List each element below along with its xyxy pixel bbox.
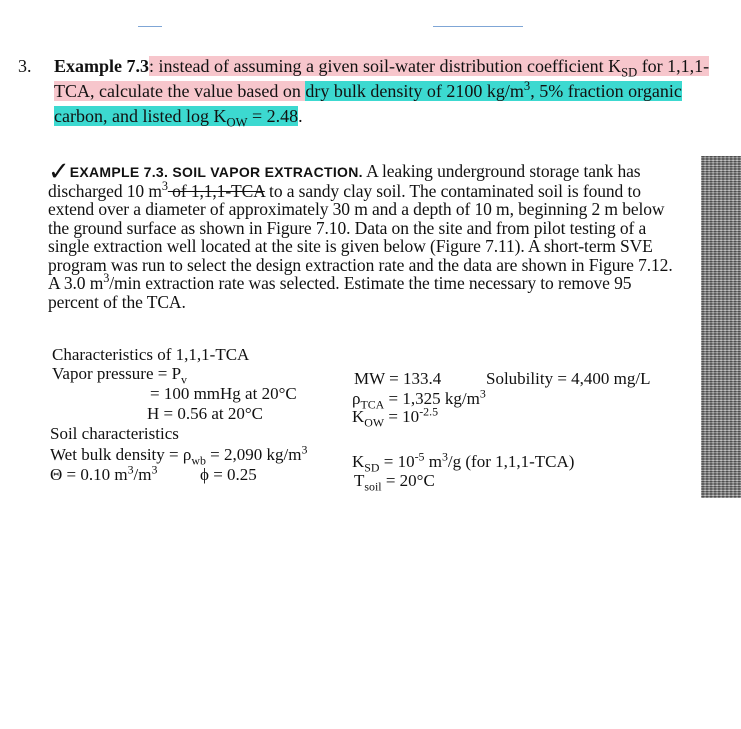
question-text xyxy=(54,54,730,129)
ksd-text: K xyxy=(352,452,365,471)
vapor-pressure-label xyxy=(52,364,187,387)
solubility-value: Solubility = 4,400 mg/L xyxy=(486,369,651,388)
wb-sub: wb xyxy=(191,453,206,468)
wb-text-2: = 2,090 kg/m xyxy=(205,445,302,464)
vp-text: Vapor pressure = P xyxy=(52,364,182,383)
q-text-4: , 5% fraction organic carbon, and listed log K xyxy=(54,81,682,126)
ex-sup-1: 3 xyxy=(161,178,168,193)
rho-sub: TCA xyxy=(360,397,385,412)
q-text-2: for 1,1,1-TCA, calculate the value based on xyxy=(54,56,710,101)
q-text-1: : instead of assuming a given soil-water distribution coefficient K xyxy=(149,56,622,76)
scanned-example xyxy=(48,157,678,312)
tsoil-text: T xyxy=(354,471,365,490)
wet-bulk-density xyxy=(50,442,308,468)
q-sup-3: 3 xyxy=(523,79,531,93)
rho-text: ρ xyxy=(352,389,361,408)
ksd-text-3: m xyxy=(424,452,442,471)
char-title: Characteristics of 1,1,1-TCA xyxy=(52,345,250,364)
example-paragraph xyxy=(48,157,678,312)
example-label: Example 7.3 xyxy=(54,56,150,76)
theta-sup2: 3 xyxy=(151,462,158,477)
checkmark-icon: ✓ xyxy=(48,157,70,187)
q-sub-sd: SD xyxy=(621,65,638,80)
wb-text: Wet bulk density = ρ xyxy=(50,445,192,464)
vp-sub: v xyxy=(181,372,187,387)
rho-sup: 3 xyxy=(479,386,486,401)
ksd-value xyxy=(352,449,575,475)
ksd-sup: -5 xyxy=(414,449,425,464)
ksd-sub: SD xyxy=(364,460,380,475)
header-rule-right xyxy=(433,26,523,27)
header-rule-left xyxy=(138,26,162,27)
ex-sup-2: 3 xyxy=(103,271,110,286)
q-text-6: . xyxy=(298,106,303,126)
mw-value: MW = 133.4 xyxy=(354,369,442,388)
question-number: 3. xyxy=(18,56,32,76)
kow-text: K xyxy=(352,407,365,426)
ksd-text-2: = 10 xyxy=(379,452,415,471)
kow-sub: OW xyxy=(364,415,385,430)
q-text-3: dry bulk density of 2100 kg/m xyxy=(305,81,524,101)
q-text-5: = 2.48 xyxy=(247,106,299,126)
wb-sup: 3 xyxy=(301,442,308,457)
ksd-text-4: /g (for 1,1,1-TCA) xyxy=(447,452,575,471)
kow-text-2: = 10 xyxy=(384,407,420,426)
ex-text-4: /min extraction rate was selected. Estimate the time necessary to remove 95 percent of the TCA. xyxy=(48,273,632,312)
henry-value: H = 0.56 at 20°C xyxy=(147,404,264,423)
theta-sup1: 3 xyxy=(127,462,134,477)
theta-text: Θ = 0.10 m xyxy=(50,465,128,484)
theta-text-2: /m xyxy=(133,465,152,484)
tsoil-value xyxy=(354,471,435,494)
scan-edge-texture xyxy=(701,156,741,498)
ex-text-1: A leaking underground storage tank has discharged 10 m xyxy=(48,161,641,201)
vapor-pressure-value: = 100 mmHg at 20°C xyxy=(150,384,297,403)
ksd-sup-2: 3 xyxy=(441,449,448,464)
ex-text-3: to a sandy clay soil. The contaminated soil is found to extend over a diameter of approximately 30 m and a depth of 10 m, beginning 2 m below the ground surface as shown in Figure 7.10. Data on the site and from pilot testing of a single extraction well located at the site is given below (Figure 7.11). A short-term SVE program was run to select the design extraction rate and the data are shown in Figure 7.12. A 3.0 m xyxy=(48,180,673,293)
ex-text-2: of 1,1,1-TCA xyxy=(167,180,265,201)
example-heading: EXAMPLE 7.3. SOIL VAPOR EXTRACTION. xyxy=(69,164,363,180)
tsoil-sub: soil xyxy=(364,479,382,494)
kow-sup: -2.5 xyxy=(419,404,439,419)
phi-value: ϕ = 0.25 xyxy=(200,465,257,484)
soil-title: Soil characteristics xyxy=(50,424,179,443)
q-sub-ow: OW xyxy=(226,115,248,130)
tsoil-text-2: = 20°C xyxy=(381,471,435,490)
theta-value xyxy=(50,462,158,485)
rho-text-2: = 1,325 kg/m xyxy=(384,389,480,408)
